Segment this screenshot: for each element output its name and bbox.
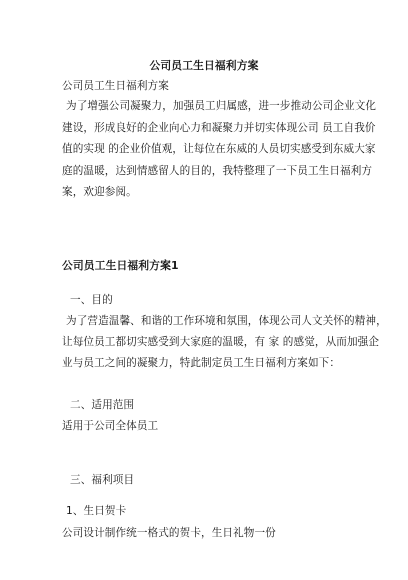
- document-subtitle: 公司员工生日福利方案: [62, 80, 169, 92]
- intro-line: 案，欢迎参阅。: [62, 186, 137, 198]
- section-heading: 公司员工生日福利方案1: [62, 259, 179, 272]
- part2-heading: 二、适用范围: [70, 399, 135, 411]
- part1-heading: 一、目的: [70, 294, 113, 306]
- part3-heading: 三、福利项目: [70, 474, 135, 486]
- intro-line: 建设，形成良好的企业向心力和凝聚力并切实体现公司 员工自我价: [62, 122, 376, 134]
- intro-line: 值的实现 的企业价值观，让每位在东威的人员切实感受到东威大家: [62, 143, 376, 155]
- document-title: 公司员工生日福利方案: [149, 59, 259, 72]
- part1-line: 为了营造温馨、和谐的工作环境和氛围，体现公司人文关怀的精神，: [66, 315, 387, 327]
- part3-item1-heading: 1、生日贺卡: [66, 505, 127, 517]
- part1-line: 业与员工之间的凝聚力，特此制定员工生日福利方案如下：: [62, 357, 341, 369]
- intro-line: 为了增强公司凝聚力，加强员工归属感，进一步推动公司企业文化: [66, 100, 377, 112]
- part3-item1-text: 公司设计制作统一格式的贺卡，生日礼物一份: [62, 527, 276, 539]
- intro-line: 庭的温暖，达到情感留人的目的，我特整理了一下员工生日福利方: [62, 165, 373, 177]
- part1-line: 让每位员工都切实感受到大家庭的温暖，有 家 的感觉，从而加强企: [62, 336, 380, 348]
- part2-text: 适用于公司全体员工: [62, 420, 159, 432]
